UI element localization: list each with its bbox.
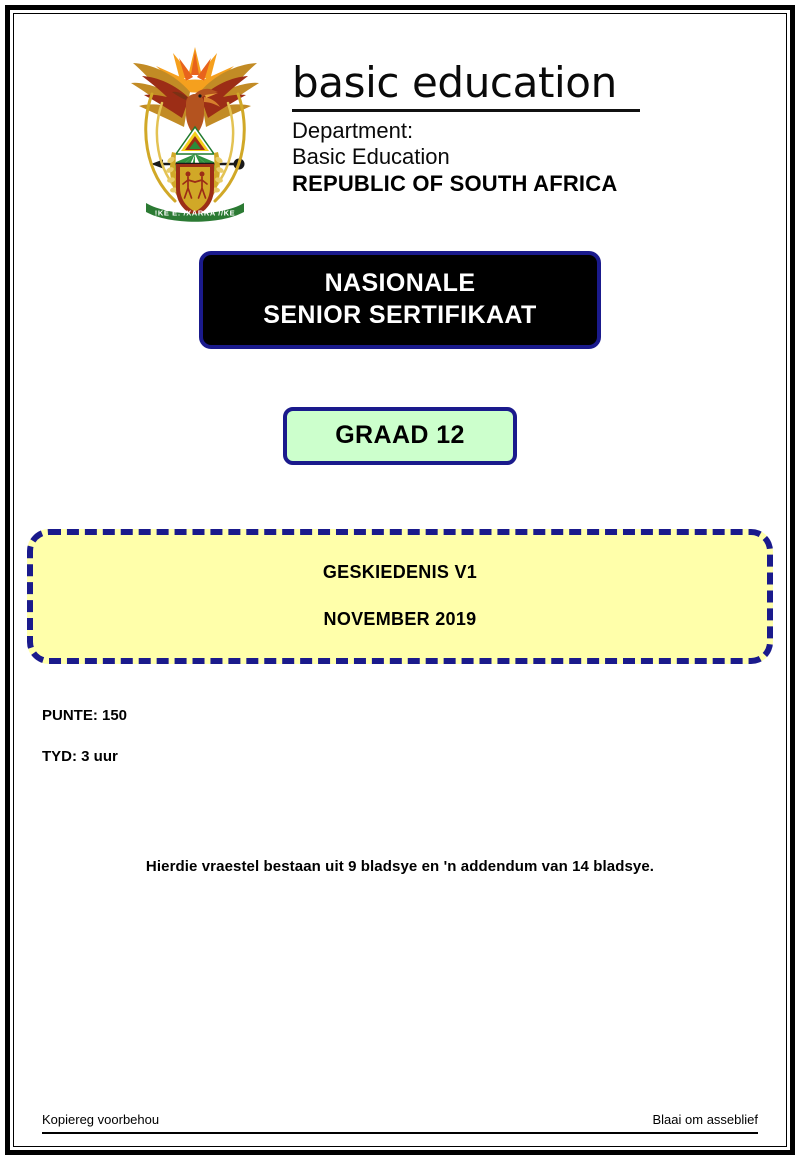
subject-box (27, 529, 773, 664)
grade-badge-wrap (20, 349, 780, 465)
footer-turn-over: Blaai om asseblief (652, 1112, 758, 1127)
certificate-banner-line-1: NASIONALE (324, 269, 476, 297)
footer (42, 1112, 758, 1134)
certificate-banner (199, 251, 600, 349)
page-content (20, 20, 780, 1140)
footer-divider (42, 1132, 758, 1134)
footer-copyright: Kopiereg voorbehou (42, 1112, 160, 1127)
wordmark-divider (292, 109, 640, 112)
exam-marks: PUNTE: 150 (42, 707, 128, 724)
subject-box-spacer (43, 583, 757, 608)
header (20, 20, 780, 223)
certificate-banner-line-2: SENIOR SERTIFIKAAT (263, 301, 537, 329)
south-african-coat-of-arms-icon (120, 38, 270, 223)
svg-text:!KE E: /XARRA //KE: !KE E: /XARRA //KE (154, 208, 236, 218)
exam-time: TYD: 3 uur (42, 748, 118, 765)
certificate-banner-wrap (20, 223, 780, 349)
pages-note: Hierdie vraestel bestaan uit 9 bladsye en 'n addendum van 14 bladsye. (145, 858, 655, 875)
grade-badge-label: GRAAD 12 (335, 421, 465, 449)
department-wordmark (292, 38, 640, 197)
wordmark-basic-education: basic education (292, 58, 617, 107)
wordmark-department-name: Basic Education (292, 144, 450, 169)
subject-name: GESKIEDENIS V1 (322, 562, 478, 582)
wordmark-department-label: Department: (292, 118, 414, 143)
exam-session: NOVEMBER 2019 (323, 609, 477, 629)
wordmark-country: REPUBLIC OF SOUTH AFRICA (292, 171, 618, 196)
footer-row (42, 1112, 758, 1132)
exam-meta (20, 706, 780, 766)
grade-badge (283, 407, 517, 465)
